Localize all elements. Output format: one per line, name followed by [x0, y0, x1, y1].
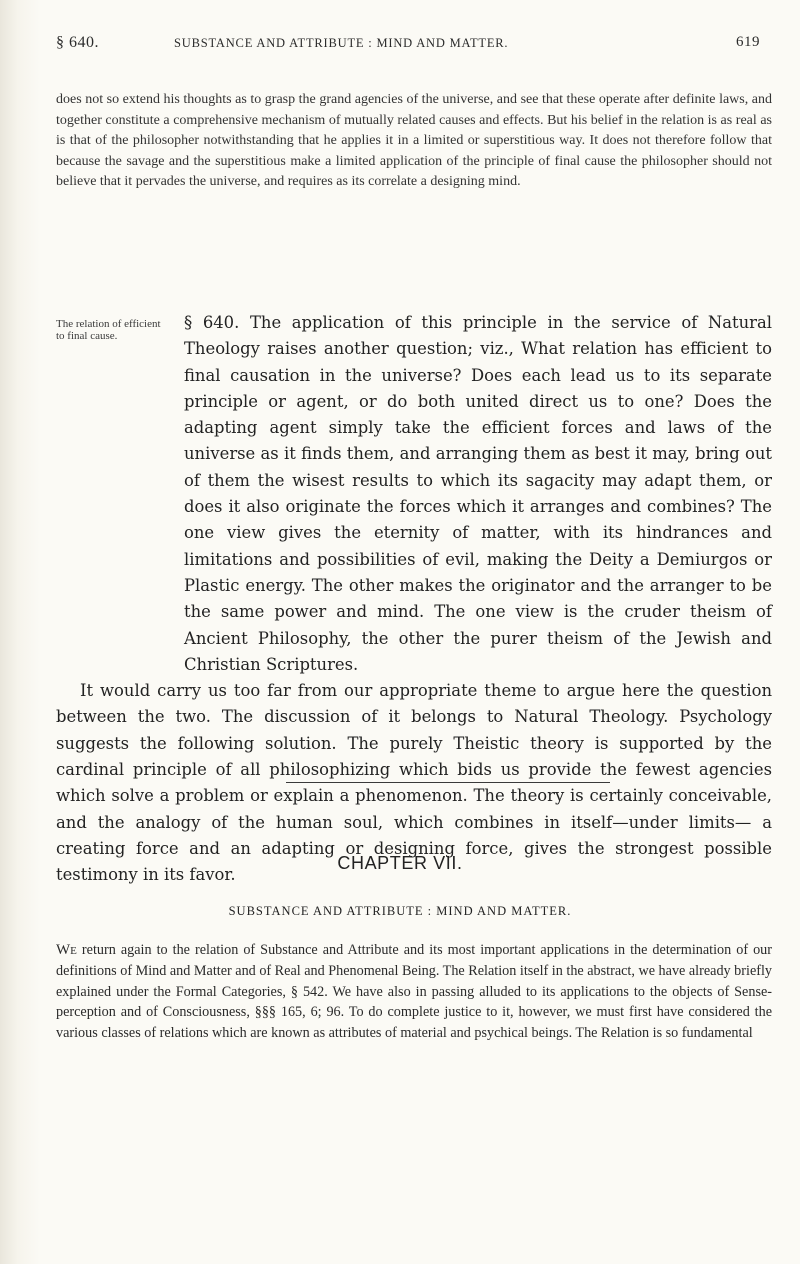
intro-paragraph: does not so extend his thoughts as to grasp the grand agencies of the universe, and see that these operate after definite laws, and together constitute a comprehensive mechanism of mutually related causes and effects. But his belief in the relation is as real as is that of the philosopher notwithstanding that he applies it in a limited or superstitious way. It does not therefore follow that because the savage and the superstitious make a limited application of the principle of final cause the philosopher should not believe that it pervades the universe, and requires as its correlate a designing mind.	[56, 92, 772, 189]
section-640-text: § 640. The application of this principle in the service of Natural Theology raises another question; viz., What relation has efficient to final causation in the universe? Does each lead us to its separate principle or agent, or do both united direct us to one? Does the adapting agent simply take the efficient forces and laws of the universe as it finds them, and arranging them as best it may, bring out of them the wisest results to which its sagacity may adapt them, or does it also originate the forces which it arranges and combines? The one view gives the eternity of matter, with its hindrances and limitations and possibilities of evil, making the Deity a Demiurgos or Plastic energy. The other makes the originator and the arranger to be the same power and mind. The one view is the cruder theism of Ancient Philosophy, the other the purer theism of the Jewish and Christian Scriptures.	[184, 313, 772, 674]
chapter-subtitle: SUBSTANCE AND ATTRIBUTE : MIND AND MATTER.	[228, 904, 572, 918]
chapter-title: CHAPTER VII.	[337, 853, 463, 873]
chapter-opening-paragraph	[56, 940, 772, 1044]
page-number: 619	[736, 34, 760, 50]
section-640-paragraph-2: It would carry us too far from our appropriate theme to argue here the question between the two. The discussion of it belongs to Natural Theology. Psychology suggests the following solution. The purely Theistic theory is supported by the cardinal principle of all philosophizing which bids us provide the fewest agencies which solve a problem or explain a phenomenon. The theory is certainly conceivable, and the analogy of the human soul, which combines in itself—under limits— a creating force and an adapting or designing force, gives the strongest possible testimony in its favor.	[56, 681, 772, 885]
section-divider	[286, 782, 610, 783]
header-title: SUBSTANCE AND ATTRIBUTE : MIND AND MATTER.	[174, 36, 509, 50]
header-section-number: § 640.	[56, 34, 99, 51]
section-640-paragraph-1	[56, 310, 772, 678]
running-header	[56, 34, 760, 58]
margin-note: The relation of efficient to final cause.	[56, 318, 161, 342]
chapter-opening-word: We	[56, 942, 77, 958]
section-640-body	[56, 310, 772, 889]
chapter-opening-text: return again to the relation of Substance and Attribute and its most important applications in the determination of our definitions of Mind and Matter and of Real and Phenomenal Being. The Relation itself in the abstract, we have already briefly explained under the Formal Categories, § 542. We have also in passing alluded to its applications to the objects of Sense-perception and of Consciousness, §§§ 165, 6; 96. To do complete justice to it, however, we must first have considered the various classes of relations which are known as attributes of material and psychical beings. The Relation is so fundamental	[56, 942, 772, 1042]
